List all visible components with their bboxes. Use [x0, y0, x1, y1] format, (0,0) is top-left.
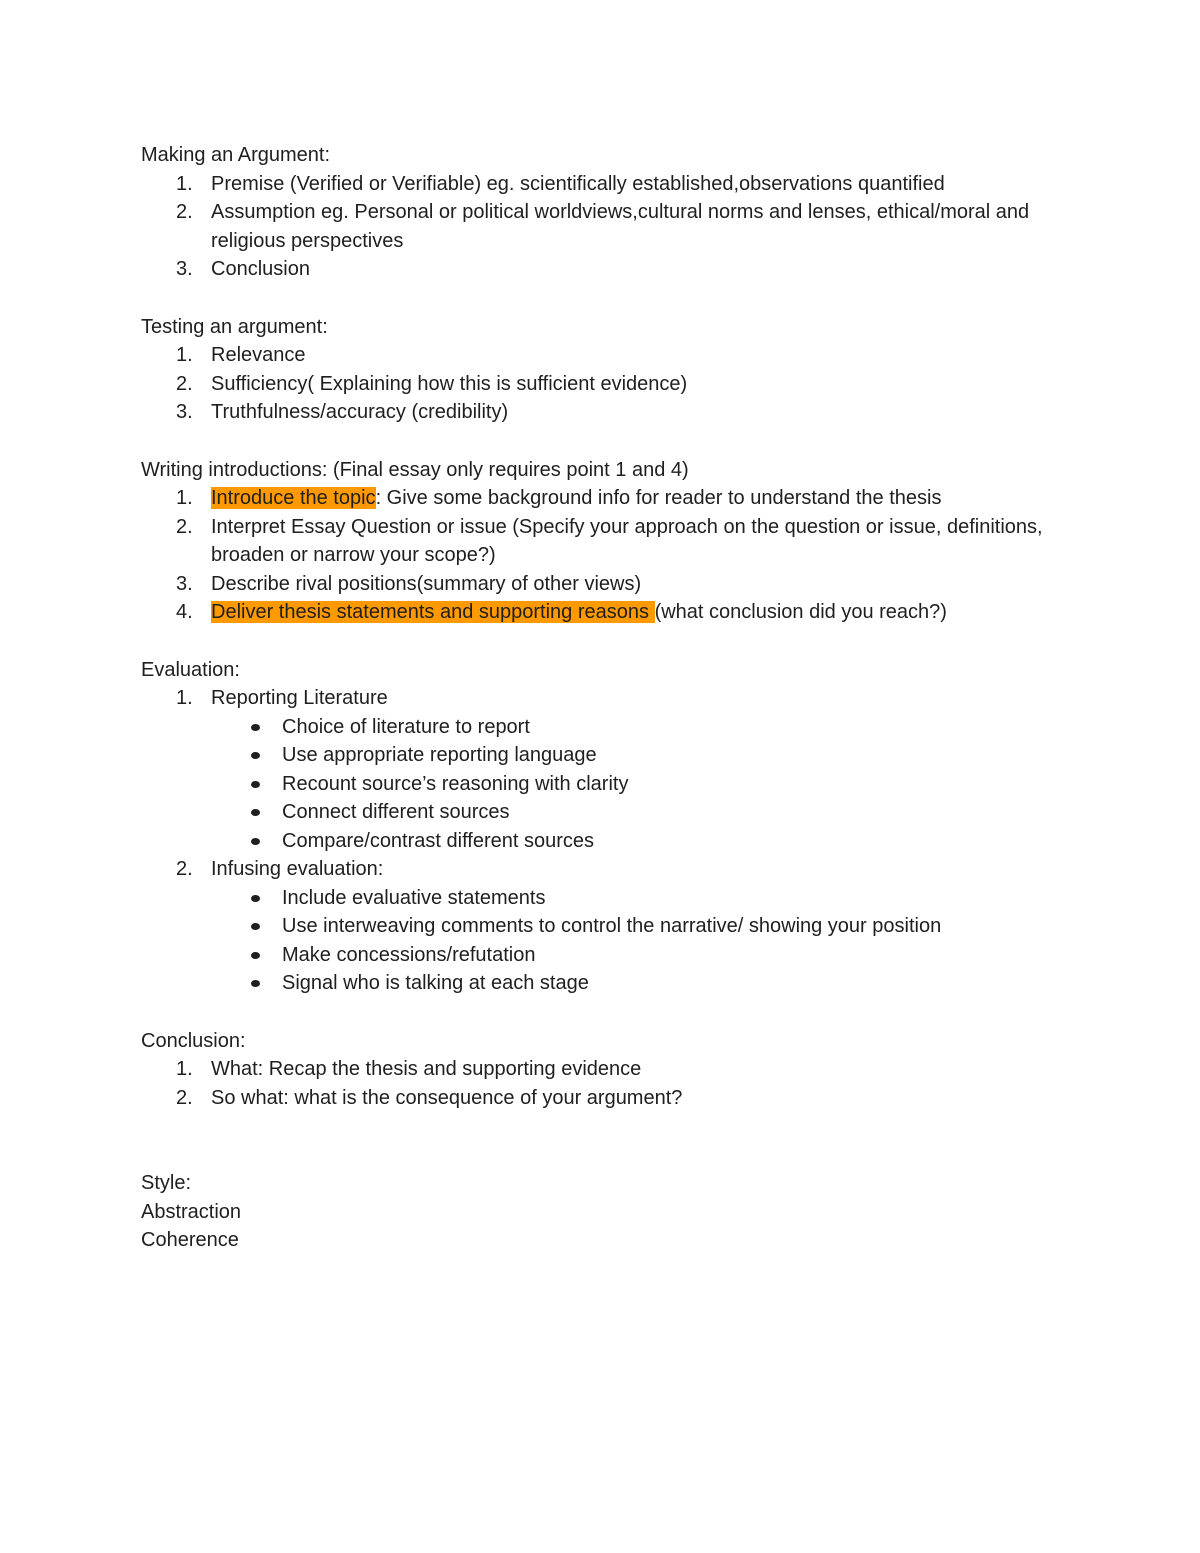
- bullet-item-text: Include evaluative statements: [282, 886, 546, 909]
- bullet-item: [141, 912, 1081, 941]
- list-item-text: Conclusion: [211, 258, 310, 280]
- bullet-icon: [251, 980, 260, 987]
- list-number: 2.: [176, 1086, 193, 1109]
- list-item: [141, 484, 1081, 513]
- section-writing-introductions: [141, 456, 1081, 627]
- bullet-item: [141, 770, 1081, 799]
- list-item: [141, 170, 1081, 199]
- bullet-item-text: Use interweaving comments to control the narrative/ showing your position: [282, 915, 942, 937]
- list-item: [141, 855, 1081, 884]
- bullet-item-text: Compare/contrast different sources: [282, 829, 595, 852]
- bullet-icon: [251, 809, 260, 816]
- section-making-argument: [141, 141, 1081, 284]
- list-item: [141, 1055, 1081, 1084]
- spacer: [141, 1112, 1081, 1169]
- section-heading: Conclusion:: [141, 1029, 246, 1052]
- style-item: Coherence: [141, 1229, 239, 1251]
- bullet-item: [141, 798, 1081, 827]
- section-style: [141, 1169, 1081, 1255]
- bullet-item: [141, 713, 1081, 742]
- list-number: 2.: [176, 858, 193, 880]
- list-item-text: Infusing evaluation:: [211, 858, 384, 880]
- list-item-text: So what: what is the consequence of your argument?: [211, 1086, 683, 1109]
- spacer: [141, 627, 1081, 656]
- bullet-item-text: Make concessions/refutation: [282, 943, 536, 966]
- style-item: Abstraction: [141, 1200, 242, 1223]
- list-item-text: Describe rival positions(summary of other views): [211, 572, 642, 595]
- list-item-text: What: Recap the thesis and supporting evidence: [211, 1058, 642, 1080]
- list-item-text: Relevance: [211, 344, 306, 366]
- list-number: 2.: [176, 372, 193, 395]
- section-heading: Style:: [141, 1172, 192, 1194]
- bullet-item: [141, 827, 1081, 856]
- list-number: 1.: [176, 487, 193, 509]
- list-item-text: Premise (Verified or Verifiable) eg. scientifically established,observations quantified: [211, 172, 945, 195]
- section-testing-argument: [141, 313, 1081, 427]
- bullet-item-text: Signal who is talking at each stage: [282, 972, 589, 994]
- list-number: 3.: [176, 401, 193, 423]
- section-heading: Making an Argument:: [141, 144, 330, 166]
- list-number: 4.: [176, 601, 193, 623]
- bullet-item-text: Recount source’s reasoning with clarity: [282, 772, 629, 795]
- spacer: [141, 998, 1081, 1027]
- bullet-icon: [251, 838, 260, 845]
- bullet-item-text: Use appropriate reporting language: [282, 744, 597, 766]
- bullet-icon: [251, 781, 260, 788]
- bullet-item: [141, 941, 1081, 970]
- list-number: 2.: [176, 201, 193, 223]
- list-item: [141, 1084, 1081, 1113]
- bullet-icon: [251, 923, 260, 930]
- list-item: [141, 570, 1081, 599]
- list-item-text: : Give some background info for reader to understand the thesis: [375, 487, 942, 509]
- list-item-text: Reporting Literature: [211, 687, 388, 709]
- spacer: [141, 427, 1081, 456]
- bullet-item: [141, 969, 1081, 998]
- list-number: 1.: [176, 344, 193, 366]
- list-item-text: Assumption eg. Personal or political worldviews,cultural norms and lenses, ethical/moral and religious perspectives: [211, 201, 1030, 252]
- list-number: 3.: [176, 258, 193, 280]
- list-item: [141, 370, 1081, 399]
- bullet-icon: [251, 752, 260, 759]
- list-item: [141, 598, 1081, 627]
- document-body: [141, 141, 1081, 1255]
- list-item: [141, 198, 1081, 255]
- bullet-item-text: Choice of literature to report: [282, 715, 530, 738]
- section-conclusion: [141, 1027, 1081, 1113]
- bullet-item-text: Connect different sources: [282, 801, 510, 823]
- bullet-item: [141, 884, 1081, 913]
- list-item: [141, 684, 1081, 713]
- section-heading: Evaluation:: [141, 658, 240, 681]
- list-item: [141, 513, 1081, 570]
- list-number: 1.: [176, 1058, 193, 1080]
- list-item: [141, 255, 1081, 284]
- section-heading: Writing introductions: (Final essay only requires point 1 and 4): [141, 458, 689, 481]
- bullet-icon: [251, 724, 260, 731]
- spacer: [141, 284, 1081, 313]
- list-item-text: Truthfulness/accuracy (credibility): [211, 401, 509, 423]
- bullet-item: [141, 741, 1081, 770]
- list-number: 2.: [176, 515, 193, 538]
- list-number: 1.: [176, 687, 193, 709]
- bullet-icon: [251, 952, 260, 959]
- section-heading: Testing an argument:: [141, 315, 328, 338]
- highlighted-text: Introduce the topic: [211, 487, 376, 509]
- list-item-text: Sufficiency( Explaining how this is sufficient evidence): [211, 372, 688, 395]
- list-item-text: (what conclusion did you reach?): [654, 601, 947, 623]
- list-item: [141, 398, 1081, 427]
- list-item: [141, 341, 1081, 370]
- highlighted-text: Deliver thesis statements and supporting reasons: [211, 601, 655, 623]
- list-item-text: Interpret Essay Question or issue (Specify your approach on the question or issue, definitions, broaden or narrow your scope?): [211, 515, 1043, 566]
- bullet-icon: [251, 895, 260, 902]
- list-number: 3.: [176, 572, 193, 595]
- section-evaluation: [141, 656, 1081, 998]
- list-number: 1.: [176, 172, 193, 195]
